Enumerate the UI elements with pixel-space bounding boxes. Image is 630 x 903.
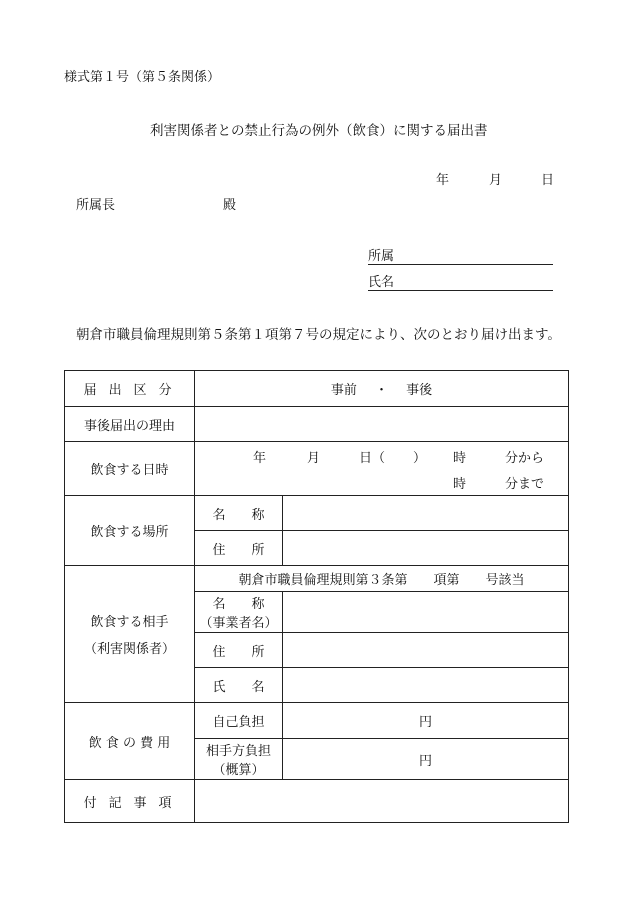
- row-datetime: [65, 442, 569, 496]
- partner-address-label: 住 所: [195, 633, 283, 668]
- category-separator: ・: [375, 383, 389, 398]
- dt-month: 月: [307, 451, 321, 466]
- date-day-label: 日: [541, 173, 555, 188]
- partner-name-sublabel: （事業者名）: [199, 616, 278, 631]
- row-place-name: [65, 496, 569, 531]
- cost-other-input[interactable]: [283, 739, 569, 780]
- cost-self-label: 自己負担: [195, 703, 283, 739]
- category-label: 届 出 区 分: [83, 383, 176, 398]
- cost-self-yen: 円: [419, 715, 433, 730]
- notes-label: 付 記 事 項: [83, 795, 176, 811]
- place-address-label: 住 所: [195, 531, 283, 566]
- datetime-input[interactable]: [195, 442, 569, 496]
- partner-person-label: 氏 名: [195, 668, 283, 703]
- partner-address-input[interactable]: [283, 633, 569, 668]
- partner-person-input[interactable]: [283, 668, 569, 703]
- date-month-label: 月: [489, 173, 503, 188]
- cost-other-yen: 円: [419, 753, 433, 769]
- dt-close: ）: [413, 451, 427, 466]
- notes-input[interactable]: [195, 780, 569, 823]
- cost-label: 飲 食 の 費 用: [65, 703, 195, 780]
- partner-rule[interactable]: 朝倉市職員倫理規則第３条第 項第 号該当: [195, 566, 569, 592]
- name-field[interactable]: [368, 271, 553, 291]
- category-value-cell[interactable]: [195, 371, 569, 407]
- statement: 朝倉市職員倫理規則第５条第１項第７号の規定により、次のとおり届け出ます。: [76, 327, 561, 343]
- addressee-label: 所属長: [76, 198, 116, 213]
- place-address-input[interactable]: [283, 531, 569, 566]
- row-category: [65, 371, 569, 407]
- cost-other-sublabel: （概算）: [212, 763, 265, 778]
- dt-hour-until: 時: [453, 477, 467, 492]
- partner-sublabel: （利害関係者）: [83, 642, 175, 657]
- partner-name-label-cell: [195, 592, 283, 633]
- name-label: 氏名: [368, 275, 395, 290]
- category-label-cell: [65, 371, 195, 407]
- partner-label-cell: [65, 566, 195, 703]
- category-after[interactable]: 事後: [406, 383, 433, 398]
- partner-label: 飲食する相手: [90, 615, 169, 630]
- row-cost-self: [65, 703, 569, 739]
- place-label: 飲食する場所: [65, 496, 195, 566]
- report-table: [64, 370, 569, 823]
- affiliation-label: 所属: [368, 249, 395, 264]
- partner-name-input[interactable]: [283, 592, 569, 633]
- row-post-reason: [65, 407, 569, 442]
- document-title: 利害関係者との禁止行為の例外（飲食）に関する届出書: [150, 123, 488, 139]
- partner-name-label: 名 称: [212, 597, 265, 612]
- cost-self-input[interactable]: [283, 703, 569, 739]
- row-notes: [65, 780, 569, 823]
- dt-from: 分から: [505, 451, 545, 466]
- datetime-label: 飲食する日時: [65, 442, 195, 496]
- row-partner-rule: [65, 566, 569, 592]
- category-before[interactable]: 事前: [330, 383, 357, 398]
- place-name-input[interactable]: [283, 496, 569, 531]
- dt-day: 日（: [359, 451, 386, 466]
- notes-label-cell: [65, 780, 195, 823]
- date-year-label: 年: [436, 173, 450, 188]
- place-name-label: 名 称: [195, 496, 283, 531]
- affiliation-field[interactable]: [368, 245, 553, 265]
- dt-hour-from: 時: [453, 451, 467, 466]
- post-reason-label: 事後届出の理由: [65, 407, 195, 442]
- form-number: 様式第１号（第５条関係）: [64, 70, 221, 85]
- dt-year: 年: [253, 451, 267, 466]
- addressee-honorific: 殿: [223, 198, 237, 213]
- post-reason-input[interactable]: [195, 407, 569, 442]
- cost-other-label: 相手方負担: [205, 744, 271, 759]
- dt-until: 分まで: [505, 477, 545, 492]
- cost-other-label-cell: [195, 739, 283, 780]
